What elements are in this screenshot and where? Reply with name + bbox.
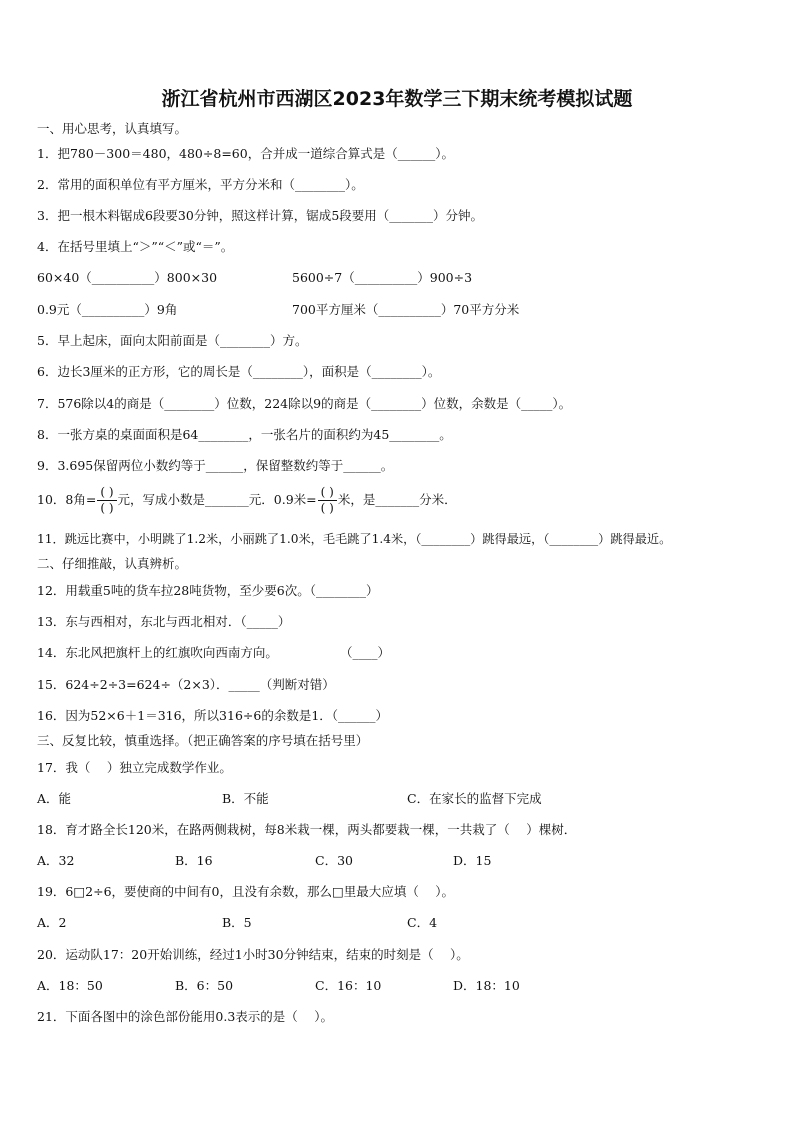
question-1: 1．把780－300＝480，480÷8=60，合并成一道综合算式是（______）。 (37, 146, 454, 161)
question-17-option-a: A．能 (37, 791, 72, 806)
question-4-item-a: 60×40（__________）800×30 (37, 270, 218, 285)
question-17: 17．我（ ）独立完成数学作业。 (37, 760, 232, 775)
question-14-blank: （____） (340, 645, 391, 660)
question-4-item-b: 5600÷7（__________）900÷3 (292, 270, 473, 285)
section-1-heading: 一、用心思考，认真填写。 (37, 121, 188, 136)
question-19-option-a: A．2 (37, 915, 67, 930)
question-17-option-b: B．不能 (222, 791, 269, 806)
question-20-option-d: D．18：10 (453, 978, 520, 993)
question-8: 8．一张方桌的桌面面积是64________，一张名片的面积约为45________。 (37, 427, 452, 442)
question-4-item-c: 0.9元（__________）9角 (37, 302, 178, 317)
section-2-heading: 二、仔细推敲，认真辨析。 (37, 556, 188, 571)
question-9: 9．3.695保留两位小数约等于______，保留整数约等于______。 (37, 458, 394, 473)
question-10-prefix: 10．8角= (37, 492, 97, 507)
question-3: 3．把一根木料锯成6段要30分钟，照这样计算，锯成5段要用（_______）分钟。 (37, 208, 484, 223)
question-19: 19．6□2÷6，要使商的中间有0，且没有余数，那么□里最大应填（ ）。 (37, 884, 455, 899)
question-16: 16．因为52×6＋1＝316，所以316÷6的余数是1．（______） (37, 708, 389, 723)
question-17-option-c: C．在家长的监督下完成 (407, 791, 542, 806)
question-21: 21．下面各图中的涂色部份能用0.3表示的是（ ）。 (37, 1009, 334, 1024)
fraction-blank-1 (97, 486, 116, 515)
question-14: 14．东北风把旗杆上的红旗吹向西南方向。 (37, 645, 278, 660)
question-13: 13．东与西相对，东北与西北相对．（_____） (37, 614, 291, 629)
question-18-option-a: A．32 (37, 853, 75, 868)
page-title: 浙江省杭州市西湖区2023年数学三下期末统考模拟试题 (161, 88, 633, 110)
question-10-middle: 元，写成小数是_______元．0.9米= (117, 492, 317, 507)
question-11: 11．跳远比赛中，小明跳了1.2米，小丽跳了1.0米，毛毛跳了1.4米，（________）跳得最远，（________）跳得最近。 (37, 532, 672, 546)
question-10 (37, 484, 457, 516)
fraction-numerator: ( ) (100, 485, 114, 499)
question-4: 4．在括号里填上“＞”“＜”或“＝”。 (37, 239, 234, 254)
question-19-option-c: C．4 (407, 915, 438, 930)
question-18-option-d: D．15 (453, 853, 492, 868)
question-18: 18．育才路全长120米，在路两侧栽树，每8米栽一棵，两头都要栽一棵，一共栽了（ ）棵树． (37, 822, 577, 837)
question-20-option-a: A．18：50 (37, 978, 103, 993)
fraction-denominator: ( ) (320, 501, 334, 515)
question-4-item-d: 700平方厘米（__________）70平方分米 (292, 302, 520, 317)
question-5: 5．早上起床，面向太阳前面是（________）方。 (37, 333, 308, 348)
question-20-option-b: B．6：50 (175, 978, 234, 993)
question-20: 20．运动队17：20开始训练，经过1小时30分钟结束，结束的时刻是（ ）。 (37, 947, 469, 962)
question-15: 15．624÷2÷3=624÷（2×3）．_____（判断对错） (37, 677, 335, 692)
question-20-option-c: C．16：10 (315, 978, 382, 993)
question-2: 2．常用的面积单位有平方厘米，平方分米和（________）。 (37, 177, 364, 192)
question-18-option-b: B．16 (175, 853, 213, 868)
question-7: 7．576除以4的商是（________）位数，224除以9的商是（________）位数，余数是（_____）。 (37, 396, 572, 411)
section-3-heading: 三、反复比较，慎重选择。（把正确答案的序号填在括号里） (37, 733, 369, 748)
fraction-numerator: ( ) (320, 485, 334, 499)
question-12: 12．用载重5吨的货车拉28吨货物，至少要6次。（________） (37, 583, 379, 598)
fraction-denominator: ( ) (100, 501, 114, 515)
question-18-option-c: C．30 (315, 853, 353, 868)
question-10-suffix: 米，是_______分米． (337, 492, 457, 507)
question-19-option-b: B．5 (222, 915, 252, 930)
fraction-blank-2 (318, 486, 337, 515)
question-6: 6．边长3厘米的正方形，它的周长是（________），面积是（________）。 (37, 364, 441, 379)
